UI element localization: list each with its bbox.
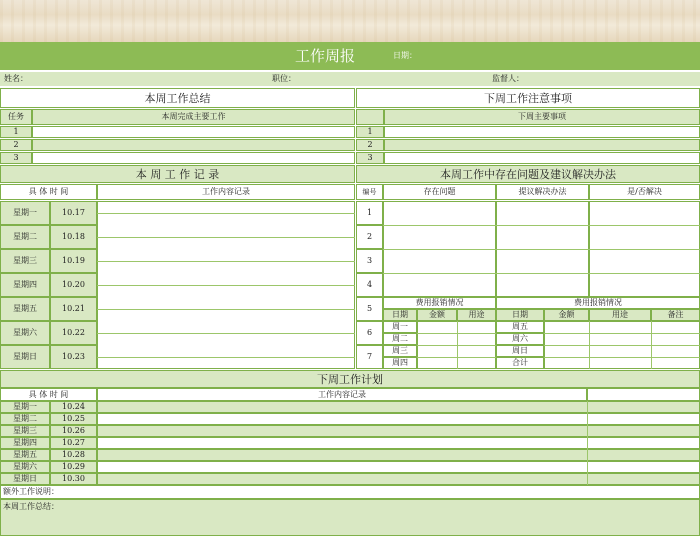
expense-title-right: 费用报销情况 [496, 297, 700, 309]
plan-row-cell[interactable] [97, 461, 700, 473]
expense-date-header: 日期 [496, 309, 544, 321]
expense-day: 周三 [383, 345, 417, 357]
issue-number: 4 [356, 273, 383, 297]
expense-total: 合计 [496, 357, 544, 369]
plan-day: 星期三 [0, 425, 50, 437]
plan-row-cell[interactable] [97, 437, 700, 449]
issue-solution-header: 提议解决办法 [496, 184, 589, 200]
next-row-number: 1 [356, 126, 384, 138]
issues-title: 本周工作中存在问题及建议解决办法 [356, 165, 700, 183]
record-date: 10.22 [50, 321, 97, 345]
plan-date: 10.28 [50, 449, 97, 461]
record-day: 星期三 [0, 249, 50, 273]
issue-number: 2 [356, 225, 383, 249]
next-notes-title: 下周工作注意事项 [356, 88, 700, 108]
plan-row-cell[interactable] [97, 401, 700, 413]
plan-content-header: 工作内容记录 [97, 388, 587, 401]
weekly-report-sheet [0, 42, 700, 536]
plan-row-cell[interactable] [97, 425, 700, 437]
summary-row-cell[interactable] [32, 126, 355, 138]
plan-date: 10.30 [50, 473, 97, 485]
expense-day: 周二 [383, 333, 417, 345]
record-date: 10.21 [50, 297, 97, 321]
plan-date: 10.26 [50, 425, 97, 437]
plan-time-header: 具 体 时 间 [0, 388, 97, 401]
record-day: 星期四 [0, 273, 50, 297]
expense-day: 周四 [383, 357, 417, 369]
next-row-cell[interactable] [384, 126, 700, 138]
report-title: 工作周报 [294, 46, 355, 65]
date-label: 日期： [393, 51, 417, 60]
issue-number: 5 [356, 297, 383, 321]
expense-use-header: 用途 [457, 309, 496, 321]
plan-day: 星期四 [0, 437, 50, 449]
record-date: 10.23 [50, 345, 97, 369]
record-day: 星期六 [0, 321, 50, 345]
plan-day: 星期日 [0, 473, 50, 485]
summary-title: 本周工作总结 [0, 88, 355, 108]
next-row-cell[interactable] [384, 139, 700, 151]
plan-date: 10.24 [50, 401, 97, 413]
plan-date: 10.25 [50, 413, 97, 425]
expense-day: 周一 [383, 321, 417, 333]
expense-date-header: 日期 [383, 309, 417, 321]
extra-work-label[interactable]: 额外工作说明： [0, 485, 700, 499]
next-row-number: 3 [356, 152, 384, 164]
expense-amount-header: 金额 [544, 309, 589, 321]
issue-no-header: 编号 [356, 184, 383, 200]
issue-number: 1 [356, 201, 383, 225]
record-date: 10.20 [50, 273, 97, 297]
plan-title: 下周工作计划 [0, 370, 700, 388]
plan-date: 10.29 [50, 461, 97, 473]
plan-day: 星期五 [0, 449, 50, 461]
plan-row-cell[interactable] [97, 449, 700, 461]
record-date: 10.18 [50, 225, 97, 249]
wood-background [0, 0, 700, 42]
expense-amount-header: 金额 [417, 309, 457, 321]
record-content-header: 工作内容记录 [97, 184, 355, 200]
summary-row-cell[interactable] [32, 139, 355, 151]
record-date: 10.17 [50, 201, 97, 225]
plan-day: 星期二 [0, 413, 50, 425]
summary-row-number: 3 [0, 152, 32, 164]
record-day: 星期一 [0, 201, 50, 225]
plan-day: 星期六 [0, 461, 50, 473]
info-row [0, 72, 700, 86]
issue-number: 3 [356, 249, 383, 273]
expense-day: 周六 [496, 333, 544, 345]
week-summary-label[interactable]: 本周工作总结： [0, 499, 700, 536]
expense-note-header: 备注 [651, 309, 700, 321]
plan-date: 10.27 [50, 437, 97, 449]
expense-day: 周五 [496, 321, 544, 333]
supervisor-label: 监督人： [492, 74, 524, 83]
plan-row-cell[interactable] [97, 413, 700, 425]
summary-row-number: 1 [0, 126, 32, 138]
position-label: 职位： [272, 74, 296, 83]
record-title: 本 周 工 作 记 录 [0, 165, 355, 183]
plan-extra-col [587, 388, 700, 401]
task-header: 任务 [0, 109, 32, 125]
record-day: 星期日 [0, 345, 50, 369]
issue-number: 7 [356, 345, 383, 369]
record-day: 星期五 [0, 297, 50, 321]
next-row-cell[interactable] [384, 152, 700, 164]
issue-problem-header: 存在问题 [383, 184, 496, 200]
record-time-header: 具 体 时 间 [0, 184, 97, 200]
plan-row-cell[interactable] [97, 473, 700, 485]
plan-day: 星期一 [0, 401, 50, 413]
expense-use-header: 用途 [589, 309, 651, 321]
summary-row-number: 2 [0, 139, 32, 151]
next-main-header: 下周主要事项 [384, 109, 700, 125]
summary-row-cell[interactable] [32, 152, 355, 164]
issue-resolved-header: 是/否解决 [589, 184, 700, 200]
record-day: 星期二 [0, 225, 50, 249]
main-work-header: 本周完成主要工作 [32, 109, 355, 125]
next-task-header [356, 109, 384, 125]
issue-number: 6 [356, 321, 383, 345]
name-label: 姓名： [4, 74, 28, 83]
expense-day: 周日 [496, 345, 544, 357]
next-row-number: 2 [356, 139, 384, 151]
expense-title-left: 费用报销情况 [383, 297, 496, 309]
record-date: 10.19 [50, 249, 97, 273]
